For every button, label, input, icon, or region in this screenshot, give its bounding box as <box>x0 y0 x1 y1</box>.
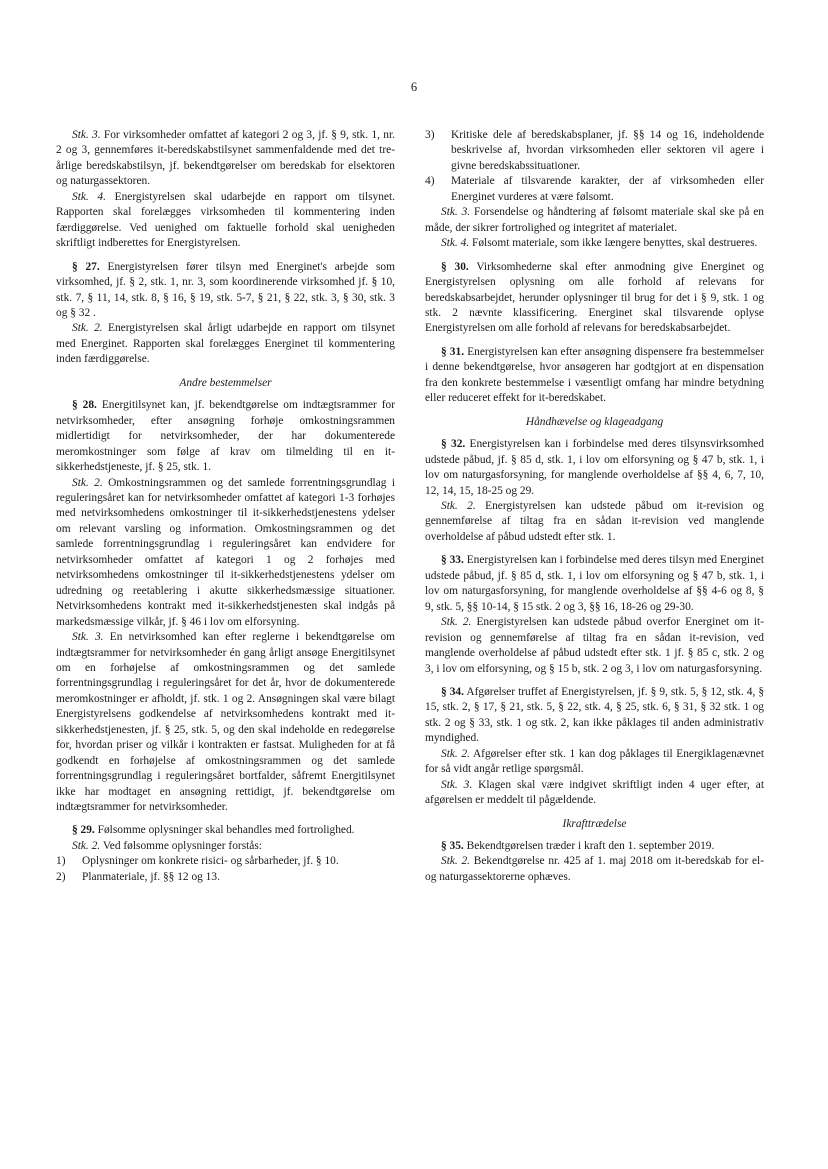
subsection-paragraph <box>425 778 764 809</box>
subsection-label: Stk. 2. <box>72 476 103 489</box>
list-item-text: Materiale af tilsvarende karakter, der af virksomheden eller Energinet vurderes at være følsomt. <box>451 175 764 203</box>
paragraph-text: Ved følsomme oplysninger forstås: <box>102 839 262 852</box>
section-paragraph <box>425 345 764 407</box>
subsection-label: Stk. 4. <box>441 237 470 250</box>
subsection-paragraph <box>56 128 395 190</box>
list-item-text: Planmateriale, jf. §§ 12 og 13. <box>82 870 220 883</box>
paragraph-text: En netvirksomhed kan efter reglerne i bekendtgørelse om indtægtsrammer for netvirksomheder én gang årligt ansøge Energitilsynet om en forhøjelse af omkostningsrammen og det samlede forrentningsgrundlag i reguleringsåret for det år, hvor de dokumenterede meromkostninger er afholdt, jf. stk. 1 og 2. Ansøgningen skal være bilagt Energistyrelsens godkendelse af netvirksomhedens kontrakt med it-sikkerhedstjenesten, jf. § 25, stk. 5, og den skal indeholde en redegørelse for, hvordan priser og vilkår i kontrakten er fastsat. Muligheden for at få godkendt en forhøjelse af omkostningsrammen og det samlede forrentningsgrundlag i reguleringsåret bortfalder, såfremt Energitilsynet ikke har modtaget en ansøgning rettidigt, jf. bekendtgørelse om indtægtsrammer for netvirksomheder. <box>56 631 396 814</box>
paragraph-text: Energistyrelsen skal udarbejde en rapport om tilsynet. Rapporten skal forelægges virksomheden til kommentering inden færdiggørelse. Ved uenighed om faktuelle forhold skal uenigheden skriftligt indberettes for Energistyrelsen. <box>56 190 396 250</box>
subsection-label: Stk. 2. <box>441 747 470 760</box>
subsection-paragraph <box>425 499 764 545</box>
paragraph-text: Klagen skal være indgivet skriftligt inden 4 uger efter, at afgørelsen er meddelt til pågældende. <box>425 778 764 807</box>
paragraph-text: Energistyrelsen skal årligt udarbejde en rapport om tilsynet med Energinet. Rapporten skal forelægges Energinet til kommentering inden færdiggørelse. <box>56 322 395 366</box>
subsection-paragraph <box>56 630 395 815</box>
subsection-paragraph <box>56 476 395 631</box>
subsection-label: Stk. 3. <box>441 778 473 791</box>
section-heading: Håndhævelse og klageadgang <box>525 415 664 428</box>
subsection-label: Stk. 2. <box>72 839 101 852</box>
left-column <box>56 128 395 885</box>
subsection-paragraph <box>56 190 395 252</box>
list-item <box>56 854 395 869</box>
subsection-paragraph <box>425 615 764 677</box>
list-item-number: 4) <box>425 175 435 188</box>
paragraph-text: Energistyrelsen kan udstede påbud overfor Energinet om it-revision og gennemførelse af tiltag fra en sådan it-revision, ved manglende overholdelse af påbud udstedt efter stk. 1 jf. § 85 c, stk. 2 og 3, i lov om elforsyning, og § 15 b, stk. 2 og 3, i lov om naturgasforsyning. <box>425 616 764 675</box>
subsection-label: Stk. 2. <box>441 499 476 512</box>
page-number: 6 <box>410 80 418 94</box>
section-label: § 27. <box>72 260 100 273</box>
paragraph-text: Energistyrelsen kan efter ansøgning dispensere fra bestemmelser i denne bekendtgørelse, hvor ansøgeren har godtgjort at en dispensation fra den konkrete bestemmelse i væsentligt omfang har mindre betydning eller reduceret effekt for it-beredskabet. <box>425 345 765 405</box>
paragraph-text: Virksomhederne skal efter anmodning give Energinet og Energistyrelsen oplysning om alle forhold af relevans for beredskabsarbejdet, herunder oplysninger til brug for det i § 9, stk. 1 og stk. 2 nævnte klassificering. Energinet skal tilsvarende oplyse Energistyrelsen om alle forhold af relevans for beredskabsarbejdet. <box>425 260 764 335</box>
subsection-label: Stk. 3. <box>441 206 471 219</box>
list-item <box>425 174 764 205</box>
paragraph-text: Afgørelser efter stk. 1 kan dog påklages til Energiklagenævnet for så vidt angår retlige spørgsmål. <box>425 747 765 776</box>
paragraph-text: Energistyrelsen kan udstede påbud om it-revision og gennemførelse af tiltag fra en sådan it-revision ved manglende overholdelse af påbud udstedt efter stk. 1. <box>425 499 765 543</box>
list-item <box>425 128 764 174</box>
paragraph-text: Energistyrelsen kan i forbindelse med deres tilsynsvirksomhed udstede påbud, jf. § 85 d, stk. 1, i lov om elforsyning og § 47 b, stk. 1, i lov om naturgasforsyning, for manglende overholdelse af §§ 4, 6, 7, 10, 12, 14, 15, 18-25 og 29. <box>425 438 764 497</box>
paragraph-text: For virksomheder omfattet af kategori 2 og 3, jf. § 9, stk. 1, nr. 2 og 3, gennemføres it-beredskabstilsynet sammenfaldende med det tre-årlige beredskabstilsyn, jf. bekendtgørelser om beredskab for elsektoren og naturgassektoren. <box>56 129 395 188</box>
paragraph-text: Forsendelse og håndtering af følsomt materiale skal ske på en måde, der sikrer fortrolighed og integritet af materialet. <box>425 206 764 234</box>
paragraph-text: Bekendtgørelse nr. 425 af 1. maj 2018 om it-beredskab for el-og naturgassektorerne ophæves. <box>425 855 764 883</box>
list-item-text: Kritiske dele af beredskabsplaner, jf. §§ 14 og 16, indeholdende beskrivelse af, hvordan virksomheden eller sektoren vil agere i givne beredskabssituationer. <box>451 129 764 172</box>
section-label: § 29. <box>72 824 95 837</box>
section-label: § 34. <box>441 685 464 698</box>
paragraph-text: Energistyrelsen fører tilsyn med Energinet's arbejde som virksomhed, jf. § 2, stk. 1, nr. 3, som koordinerende virksomhed jf. § 10, stk. 7, § 11, 14, stk. 8, § 16, § 19, stk. 5-7, § 21, § 22, stk. 3, § 30, stk. 3 og § 32 . <box>56 260 395 319</box>
subsection-paragraph <box>56 321 395 367</box>
right-column <box>425 128 764 885</box>
section-heading: Ikrafttrædelse <box>562 817 627 830</box>
section-paragraph <box>56 260 395 322</box>
subsection-label: Stk. 2. <box>72 322 103 335</box>
list-item-text: Oplysninger om konkrete risici- og sårbarheder, jf. § 10. <box>82 855 339 868</box>
subsection-label: Stk. 2. <box>441 616 472 629</box>
list-item-number: 2) <box>56 870 66 883</box>
section-paragraph <box>425 685 764 747</box>
section-paragraph <box>56 823 395 838</box>
paragraph-text: Energitilsynet kan, jf. bekendtgørelse om indtægtsrammer for netvirksomheder, efter ansøgning forhøje omkostningsrammen midlertidigt for netvirksomheder, der har dokumenterede meromkostninger som følge af krav om tilmelding til en it-sikkerhedstjeneste, jf. § 25, stk. 1. <box>56 399 395 474</box>
subsection-paragraph <box>56 839 395 854</box>
section-label: § 28. <box>72 399 97 412</box>
section-paragraph <box>425 553 764 615</box>
list-item-number: 3) <box>425 129 435 141</box>
paragraph-text: Afgørelser truffet af Energistyrelsen, jf. § 9, stk. 5, § 12, stk. 4, § 15, stk. 2, § 17, § 21, stk. 5, § 22, stk. 4, § 25, stk. 6, § 31, § 32 stk. 1 og stk. 2 og § 33, stk. 1 og stk. 2, kan ikke påklages til anden administrativ myndighed. <box>425 685 765 745</box>
section-label: § 35. <box>441 840 464 853</box>
subsection-paragraph <box>425 205 764 236</box>
section-paragraph <box>425 260 764 337</box>
list-item-number: 1) <box>56 855 66 868</box>
paragraph-text: Følsomme oplysninger skal behandles med fortrolighed. <box>97 824 355 837</box>
subsection-label: Stk. 3. <box>72 129 101 141</box>
section-paragraph <box>425 839 764 854</box>
section-label: § 32. <box>441 438 466 451</box>
paragraph-text: Bekendtgørelsen træder i kraft den 1. september 2019. <box>466 840 715 853</box>
subsection-paragraph <box>425 854 764 885</box>
subsection-paragraph <box>425 236 764 251</box>
section-label: § 30. <box>441 260 469 273</box>
subsection-label: Stk. 3. <box>72 631 104 644</box>
section-label: § 33. <box>441 554 464 567</box>
subsection-label: Stk. 2. <box>441 855 471 868</box>
subsection-paragraph <box>425 747 764 778</box>
list-item <box>56 870 395 885</box>
section-heading: Andre bestemmelser <box>179 376 272 389</box>
paragraph-text: Følsomt materiale, som ikke længere benyttes, skal destrueres. <box>472 237 758 250</box>
section-label: § 31. <box>441 345 465 358</box>
paragraph-text: Energistyrelsen kan i forbindelse med deres tilsyn med Energinet udstede påbud, jf. § 85 d, stk. 1, i lov om elforsyning og § 47 b, stk. 1, i lov om naturgasforsyning, for manglende overholdelse af §§ 4-6 og 8, § 9, stk. 5, §§ 10-14, § 15 stk. 2 og 3, §§ 16, 18-26 og 29-30. <box>425 554 764 613</box>
section-paragraph <box>425 437 764 499</box>
paragraph-text: Omkostningsrammen og det samlede forrentningsgrundlag i reguleringsåret kan for netvirksomheder omfattet af kategori 1-3 forhøjes med netvirksomhedens omkostninger til it-sikkerhedstjenestens ydelser om relevant varsling og information. Omkostningsrammen og det samlede forrentningsgrundlag i reguleringsåret kan endvidere for netvirksomheder omfattet af kategori 1 og 2 forhøjes med netvirksomhedens omkostninger til it-sikkerhedstjenestens ydelser om udredning og reetablering i akutte sikkerhedsmæssige situationer. Netvirksomhedens kontrakt med it-sikkerhedstjenesten skal indgås på markedsmæssige vilkår, jf. § 46 i lov om elforsyning. <box>56 476 395 628</box>
section-paragraph <box>56 398 395 475</box>
subsection-label: Stk. 4. <box>72 190 106 203</box>
